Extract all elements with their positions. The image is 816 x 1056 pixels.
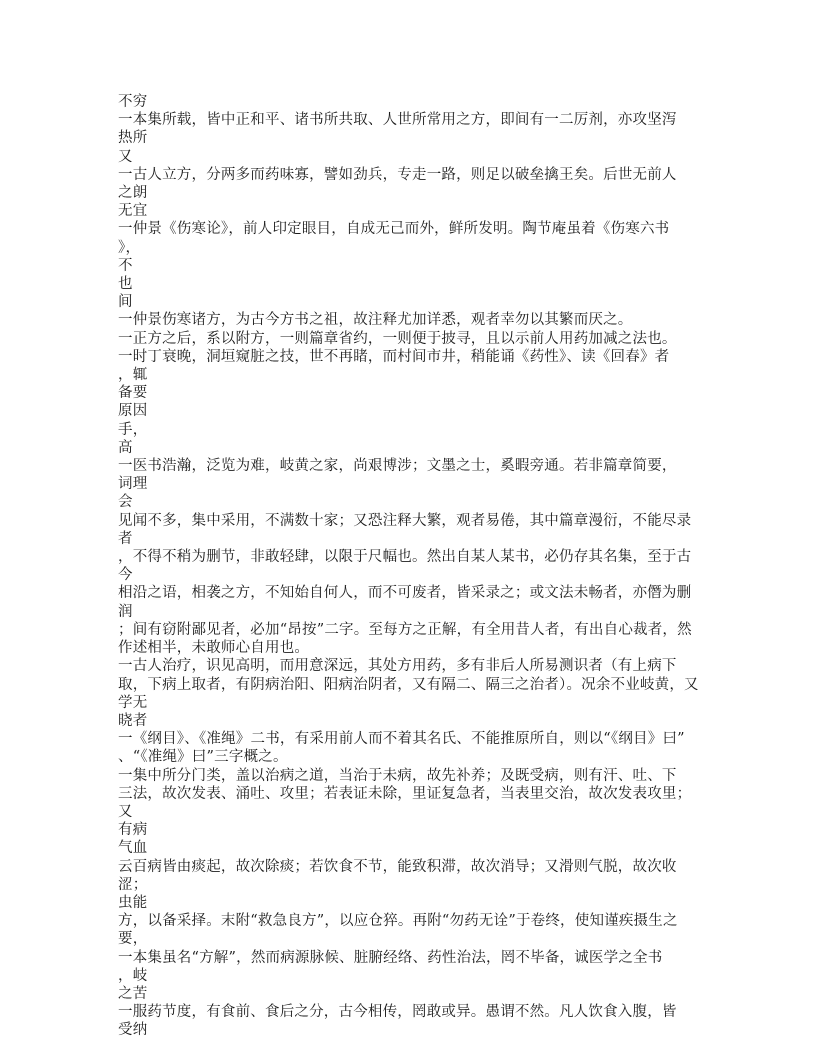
text-line: 又	[118, 148, 133, 165]
text-line: 一服药节度，有食前、食后之分，古今相传，罔敢或异。愚谓不然。凡人饮食入腹，皆	[118, 1004, 677, 1021]
text-line: 一集中所分门类，盖以治病之道，当治于未病，故先补养；及既受病，则有汗、吐、下	[118, 767, 677, 784]
text-line: 虫能	[118, 894, 148, 911]
text-line: 一仲景伤寒诸方，为古今方书之祖，故注释尤加详悉，观者幸勿以其繁而厌之。	[118, 312, 633, 329]
text-line: ，岐	[118, 967, 148, 984]
text-line: 间	[118, 294, 133, 311]
text-line: 要，	[118, 931, 148, 948]
text-line: 一医书浩瀚，泛览为难，岐黄之家，尚艰博涉；文墨之士，奚暇旁通。若非篇章简要，	[118, 458, 677, 475]
text-line: 学无	[118, 694, 148, 711]
text-line: 气血	[118, 840, 148, 857]
text-line: 相沿之语，相袭之方，不知始自何人，而不可废者，皆采录之；或文法未畅者，亦僭为删润	[118, 585, 692, 620]
text-line: 手，	[118, 421, 148, 438]
text-line: 之朗	[118, 185, 148, 202]
text-line: 备要	[118, 385, 148, 402]
text-line: 方，以备采择。末附“救急良方”，以应仓猝。再附“勿药无诠”于卷终，使知谨疾摄生之	[118, 913, 678, 930]
text-line: 高	[118, 439, 133, 456]
text-line: 见闻不多，集中采用，不满数十家；又恐注释大繁，观者易倦，其中篇章漫衍，不能尽录者	[118, 512, 692, 547]
text-line: 取，下病上取者，有阴病治阳、阳病治阴者，又有隔二、隔三之治者）。况余不业岐黄，又	[118, 676, 699, 693]
text-line: 一古人治疗，识见高明，而用意深远，其处方用药，多有非后人所易测识者（有上病下	[118, 658, 677, 675]
text-line: 晓者	[118, 712, 148, 729]
text-line: 》，	[118, 239, 141, 256]
text-line: 热所	[118, 130, 148, 147]
text-line: ，不得不稍为删节，非敢轻肆，以限于尺幅也。然出自某人某书，必仍存其名集，至于古今	[118, 549, 692, 584]
text-line: 三法，故次发表、涌吐、攻里；若表证未除，里证复急者，当表里交治，故次发表攻里；又	[118, 785, 692, 820]
document-text-body	[118, 93, 702, 1040]
text-line: 、“《准绳》曰”三字概之。	[118, 749, 288, 766]
text-line: 无宜	[118, 203, 148, 220]
text-line: 一本集虽名“方解”，然而病源脉候、脏腑经络、药性治法，罔不毕备，诚医学之全书	[118, 949, 663, 966]
text-line: 一古人立方，分两多而药味寡，譬如劲兵，专走一路，则足以破垒擒王矣。后世无前人	[118, 166, 677, 183]
text-line: 一《纲目》、《准绳》二书，有采用前人而不着其名氏、不能推原所自，则以“《纲目》曰”	[118, 731, 685, 748]
text-line: 云百病皆由痰起，故次除痰；若饮食不节，能致积滞，故次消导；又滑则气脱，故次收涩；	[118, 858, 677, 893]
text-line: 不	[118, 257, 133, 274]
text-line: 有病	[118, 822, 148, 839]
text-line: 一正方之后，系以附方，一则篇章省约，一则便于披寻，且以示前人用药加减之法也。	[118, 330, 677, 347]
text-line: 一时丁衰晚，洞垣窥脏之技，世不再睹，而村间市井，稍能诵《药性》、读《回春》者	[118, 348, 670, 365]
text-line: 之苦	[118, 985, 148, 1002]
text-line: ；间有窃附鄙见者，必加“昂按”二字。至每方之正解，有全用昔人者，有出自心裁者，然	[118, 621, 692, 638]
text-line: 作述相半，未敢师心自用也。	[118, 640, 310, 657]
text-line: 会	[118, 494, 133, 511]
text-line: 受纳	[118, 1022, 148, 1039]
text-line: 一仲景《伤寒论》，前人印定眼目，自成无己而外，鲜所发明。陶节庵虽着《伤寒六书	[118, 221, 670, 238]
text-line: 也	[118, 276, 133, 293]
text-line: 原因	[118, 403, 148, 420]
text-line: 不穷	[118, 94, 148, 110]
text-line: 一本集所载，皆中正和平、诸书所共取、人世所常用之方，即间有一二厉剂，亦攻坚泻	[118, 112, 677, 129]
text-line: ，辄	[118, 367, 148, 384]
text-line: 词理	[118, 476, 148, 493]
